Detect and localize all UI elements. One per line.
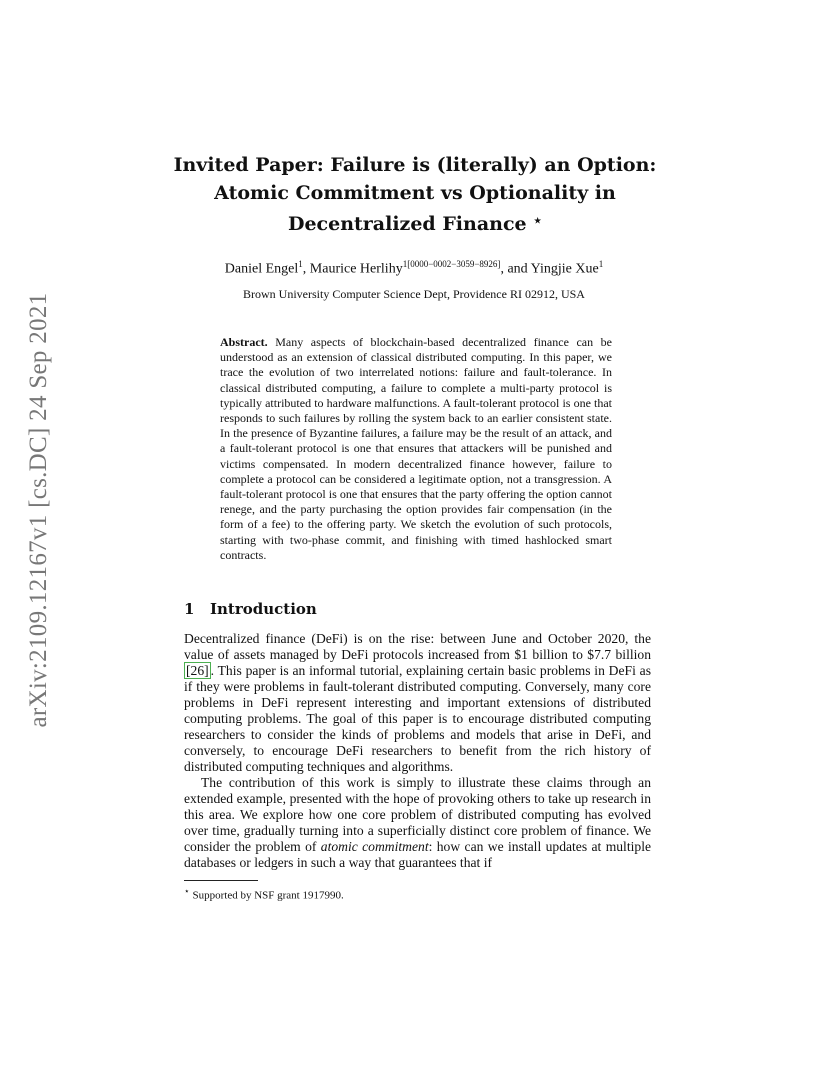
- author-1-affiliation: 1: [298, 259, 303, 269]
- abstract-label: Abstract.: [220, 335, 268, 349]
- emphasized-term: atomic commitment: [320, 839, 429, 854]
- author-1: Daniel Engel: [224, 261, 299, 277]
- section-title: Introduction: [210, 600, 317, 618]
- paragraph-2-text-a: The contribution of this work is simply to illustrate these claims through an extended example, presented with the hope of provoking others to take up research in this area. We explore how one core problem of distributed computing has evolved over time, gradually turning into a superficially distinct core problem of finance. We consider the problem of: [184, 775, 651, 854]
- author-separator: , and: [500, 261, 531, 277]
- title-line-2: Atomic Commitment vs Optionality in: [214, 182, 616, 204]
- paragraph-2: [184, 775, 651, 871]
- paragraph-1-text-b: . This paper is an informal tutorial, explaining certain basic problems in DeFi as if they were problems in fault-tolerant distributed computing. Conversely, many core problems in DeFi represent interesting and important extensions of distributed computing problems. The goal of this paper is to encourage distributed computing researchers to consider the kinds of problems and models that arise in DeFi, and conversely, to encourage DeFi researchers to benefit from the rich history of distributed computing techniques and algorithms.: [184, 663, 651, 774]
- author-separator: ,: [302, 261, 310, 277]
- author-list: [100, 255, 728, 279]
- affiliation: Brown University Computer Science Dept, Providence RI 02912, USA: [243, 287, 585, 301]
- arxiv-identifier-text: arXiv:2109.12167v1 [cs.DC] 24 Sep 2021: [25, 292, 52, 728]
- footnote-rule: [184, 880, 258, 881]
- footnote: [184, 886, 344, 902]
- author-2: Maurice Herlihy: [309, 261, 403, 277]
- author-3: Yingjie Xue: [530, 261, 599, 277]
- title-line-3-text: Decentralized Finance: [287, 213, 527, 235]
- paragraph-1: [184, 631, 651, 775]
- title-footnote-star: ⋆: [533, 213, 543, 229]
- author-3-affiliation: 1: [598, 259, 604, 269]
- section-heading: [184, 600, 317, 618]
- arxiv-identifier-stamp: [22, 290, 56, 730]
- footnote-mark: ⋆: [184, 886, 190, 896]
- footnote-text: Supported by NSF grant 1917990.: [189, 889, 344, 902]
- abstract-text: Many aspects of blockchain-based decentralized finance can be understood as an extension of classical distributed computing. In this paper, we trace the evolution of two interrelated notions: failure and fault-tolerance. In classical distributed computing, a failure to complete a multi-party protocol is typically attributed to hardware malfunctions. A fault-tolerant protocol is one that responds to such failures by rolling the system back to an earlier consistent state. In the presence of Byzantine failures, a failure may be the result of an attack, and a fault-tolerant protocol is one that ensures that attackers will be punished and victims compensated. In modern decentralized finance however, failure to complete a protocol can be considered a legitimate option, not a transgression. A fault-tolerant protocol is one that ensures that the party offering the option cannot renege, and the party purchasing the option provides fair compensation (in the form of a fee) to the offering party. We sketch the evolution of such protocols, starting with two-phase commit, and finishing with timed hashlocked smart contracts.: [220, 335, 612, 562]
- citation-link[interactable]: [26]: [186, 663, 209, 678]
- paragraph-1-text-a: Decentralized finance (DeFi) is on the rise: between June and October 2020, the value of assets managed by DeFi protocols increased from $1 billion to $7.7 billion: [184, 631, 651, 662]
- author-2-affiliation-orcid: 1[0000−0002−3059−8926]: [402, 259, 501, 269]
- title-line-3: [150, 207, 680, 238]
- paragraph-2-text-b: : how can we install updates at multiple databases or ledgers in such a way that guarantees that if: [184, 839, 651, 870]
- paper-title: [150, 151, 680, 238]
- title-line-1: Invited Paper: Failure is (literally) an Option:: [173, 154, 657, 176]
- body-text: [184, 631, 651, 871]
- section-number: 1: [184, 600, 195, 618]
- abstract: [220, 335, 612, 563]
